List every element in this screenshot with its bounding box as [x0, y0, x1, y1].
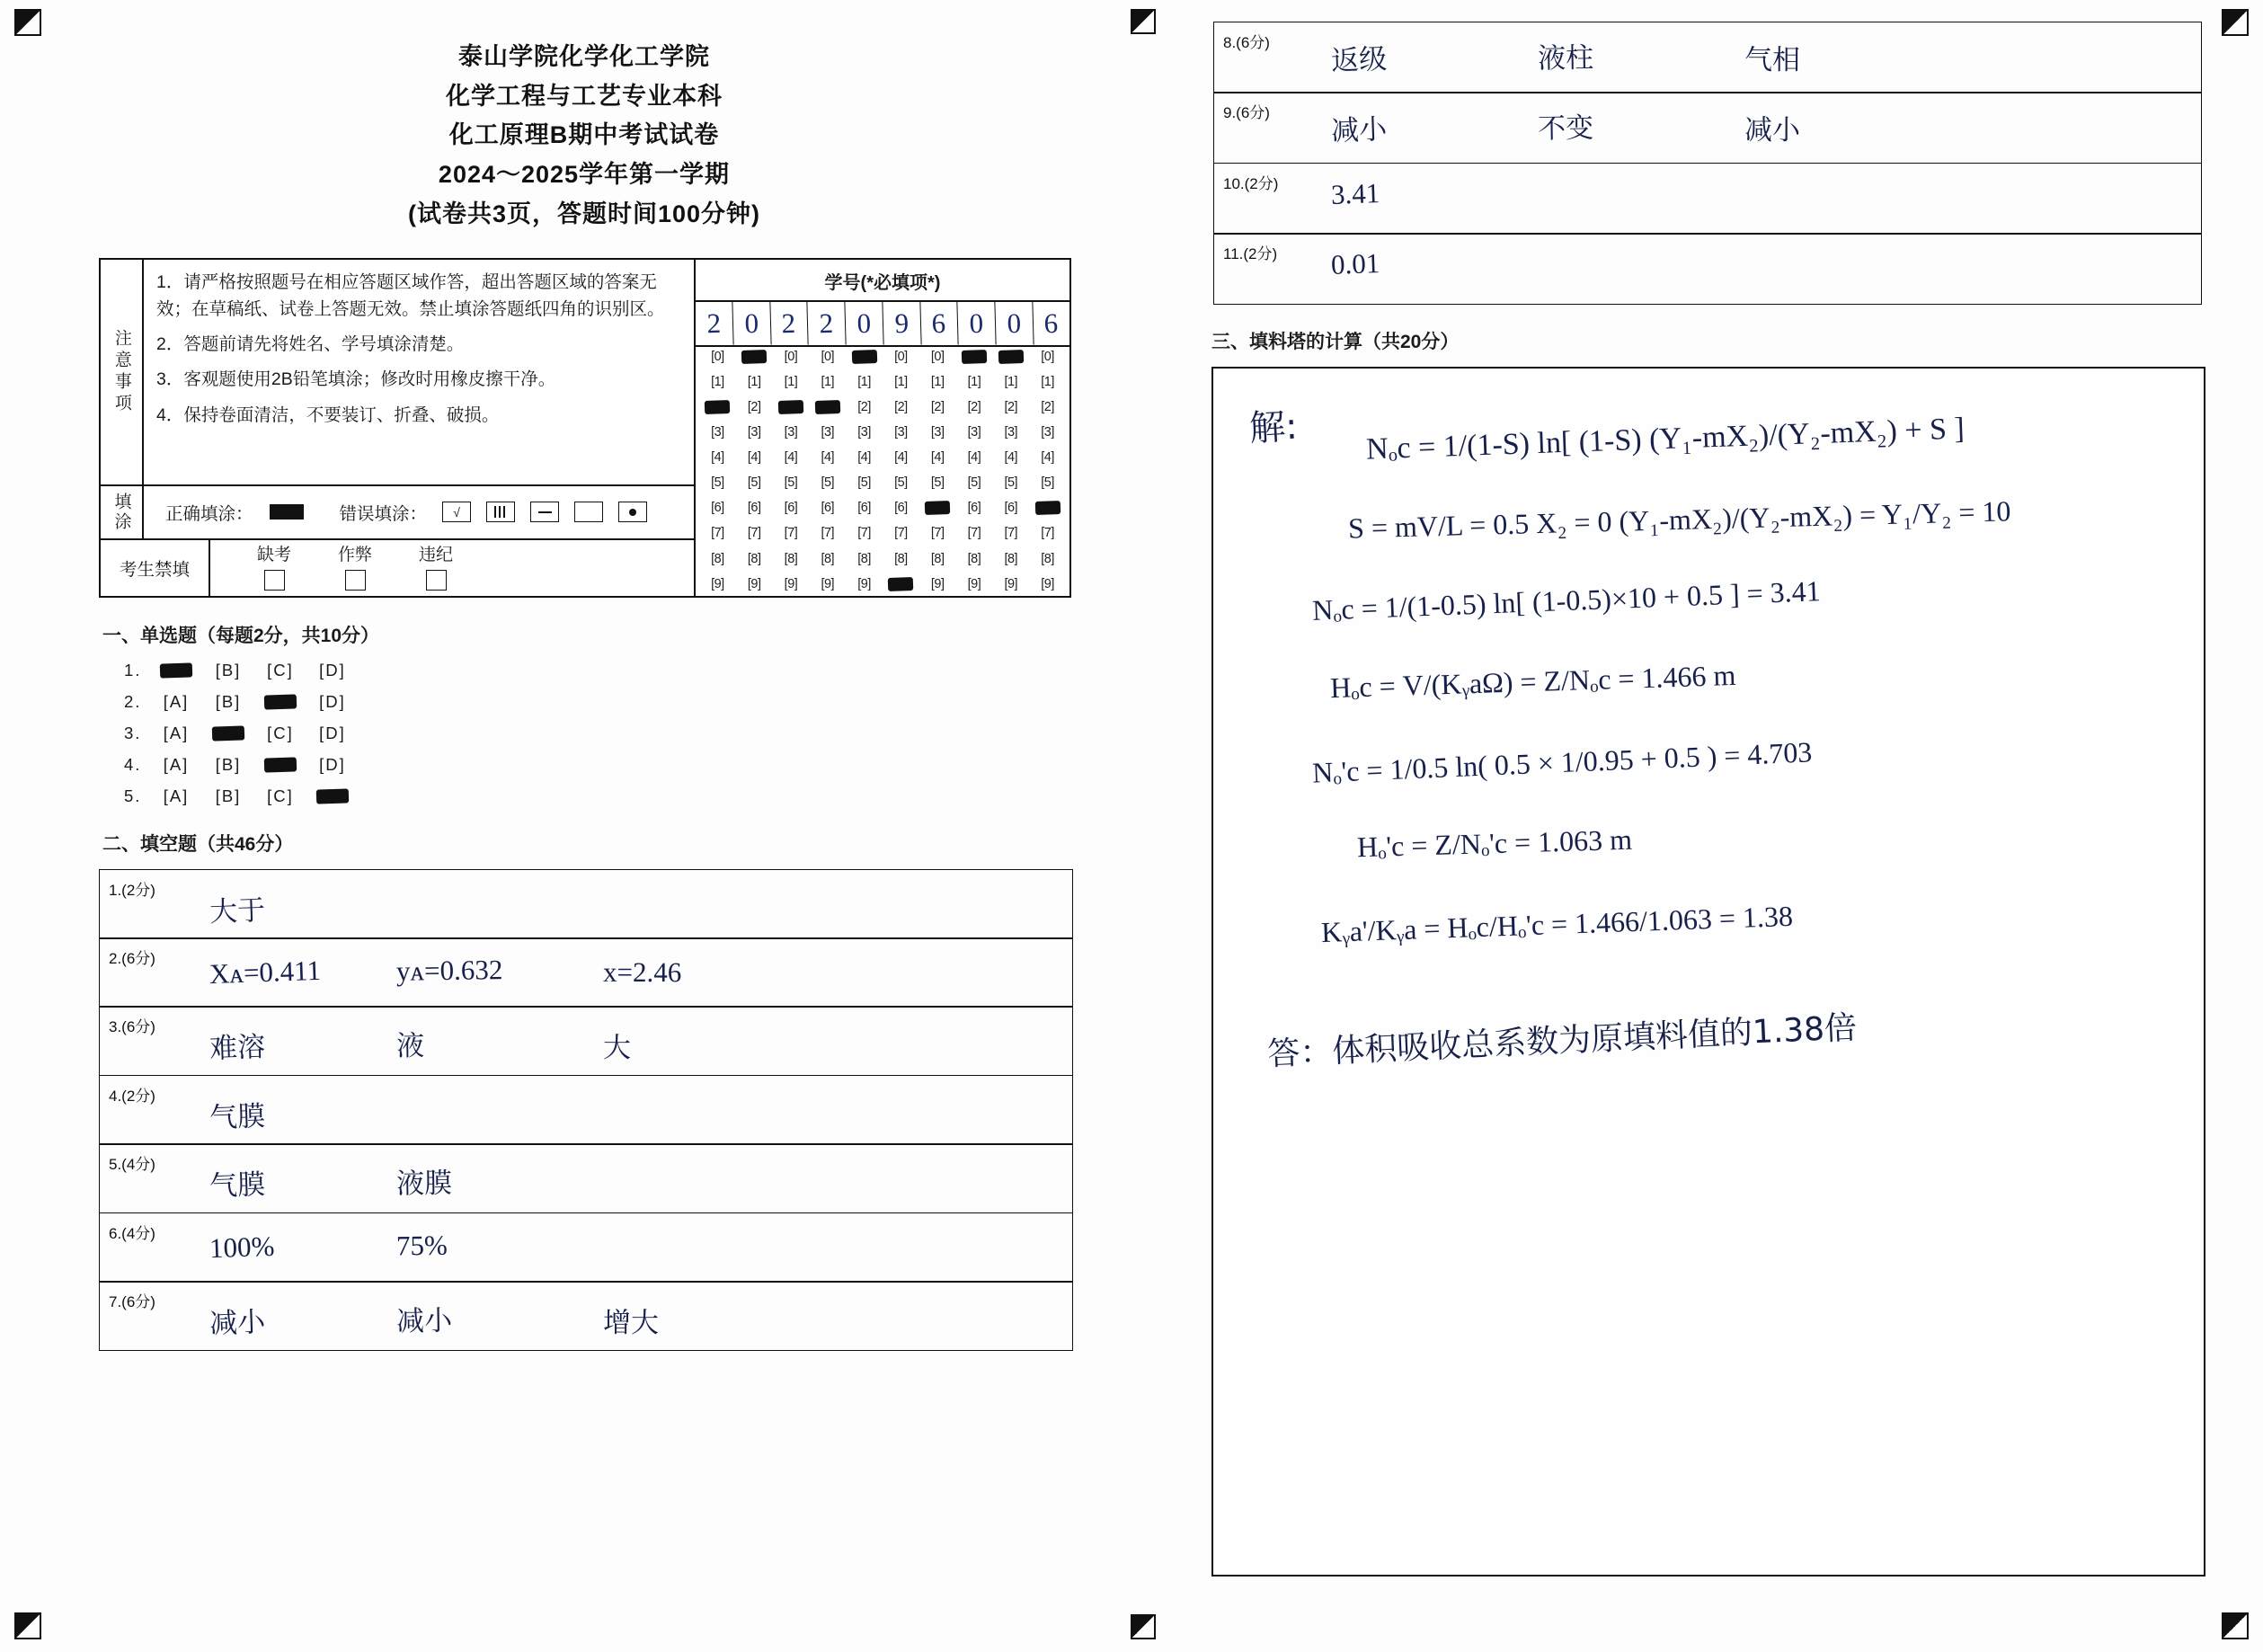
student-id-bubble[interactable]: [8] — [857, 551, 871, 566]
student-id-bubble[interactable]: [3] — [747, 425, 761, 440]
blank-question-tag: 6.(4分) — [109, 1224, 155, 1242]
student-id-bubble-row — [699, 526, 1066, 540]
handwritten-work-line: Hₒ'с = Z/Nₒ'с = 1.063 m — [1356, 822, 1633, 863]
student-id-bubble[interactable]: [5] — [1041, 475, 1054, 491]
choice-bubble-c[interactable]: [C] — [267, 723, 294, 742]
handwritten-answer: yᴀ=0.632 — [395, 954, 503, 988]
handwritten-answer: 不变 — [1537, 111, 1594, 146]
right-page-column — [1204, 18, 2229, 1636]
student-id-bubble[interactable] — [736, 350, 773, 364]
forbidden-option-absent-checkbox[interactable] — [264, 570, 285, 591]
notice-column — [101, 260, 696, 596]
student-id-bubble[interactable]: [4] — [930, 450, 945, 466]
student-id-bubble[interactable]: [8] — [1041, 551, 1054, 566]
registration-mark-top-middle — [1131, 9, 1156, 34]
student-id-bubble[interactable]: [4] — [967, 450, 981, 466]
forbidden-option-cheat-label: 作弊 — [338, 546, 373, 565]
handwritten-work-line: Hₒс = V/(KᵧaΩ) = Z/Nₒс = 1.466 m — [1329, 658, 1736, 704]
handwritten-work-line: 答：体积吸收总系数为原填料值的1.38倍 — [1266, 1008, 1858, 1073]
student-id-bubble[interactable] — [809, 400, 846, 414]
blank-question-tag: 7.(6分) — [109, 1293, 155, 1311]
left-page-column — [54, 18, 1114, 1636]
notice-item-2: 2．答题前请先将姓名、学号填涂清楚。 — [156, 334, 465, 355]
choice-bubble-b[interactable]: [B] — [215, 691, 242, 711]
student-id-bubble[interactable]: [3] — [711, 425, 724, 440]
registration-mark-bottom-middle — [1131, 1614, 1156, 1639]
student-id-digit: 9 — [883, 301, 921, 345]
student-id-bubble[interactable]: [2] — [747, 399, 761, 414]
section-three-heading: 三、填料塔的计算（共20分） — [1211, 331, 1460, 352]
handwritten-answer: 气相 — [1744, 43, 1801, 77]
student-id-bubble[interactable]: [2] — [930, 399, 945, 414]
student-id-bubble[interactable]: [0] — [711, 349, 724, 364]
fill-in-blank-row[interactable] — [1213, 92, 2202, 164]
student-id-digit: 0 — [995, 301, 1034, 345]
fill-in-blank-row[interactable] — [99, 1075, 1073, 1145]
wrong-fill-bars-icon — [486, 502, 515, 522]
student-id-bubble[interactable]: [3] — [1041, 425, 1054, 440]
student-id-bubble[interactable]: [6] — [747, 501, 761, 516]
fill-in-blank-list-right[interactable] — [1213, 22, 2202, 305]
student-id-bubble-row — [699, 425, 1066, 440]
choice-bubble-d[interactable]: [D] — [319, 660, 346, 679]
student-id-bubble-row — [699, 350, 1066, 364]
notice-item-3: 3．客观题使用2B铅笔填涂；修改时用橡皮擦干净。 — [156, 369, 556, 390]
student-id-bubble[interactable]: [9] — [857, 576, 871, 591]
question-number: 1. — [124, 660, 142, 679]
student-id-bubble[interactable]: [1] — [894, 374, 908, 389]
student-id-bubble[interactable]: [3] — [784, 425, 798, 440]
multiple-choice-row[interactable] — [124, 692, 1114, 712]
term-name: 2024～2025学年第一学期 — [438, 161, 731, 189]
student-id-bubble[interactable] — [919, 501, 956, 515]
handwritten-answer: 液膜 — [395, 1167, 453, 1201]
student-id-bubble[interactable]: [1] — [967, 374, 981, 389]
choice-bubble-c[interactable]: [C] — [267, 786, 294, 805]
student-id-bubble[interactable]: [6] — [821, 501, 835, 516]
handwritten-answer: 减小 — [209, 1306, 266, 1341]
student-id-bubble[interactable]: [8] — [747, 551, 761, 566]
question-number: 2. — [124, 691, 142, 711]
student-id-digit: 0 — [957, 301, 996, 345]
section-one-heading: 一、单选题（每题2分，共10分） — [102, 625, 380, 646]
student-id-bubble[interactable]: [8] — [894, 551, 908, 566]
student-id-bubble[interactable]: [1] — [1004, 374, 1018, 389]
handwritten-answer: Xᴀ=0.411 — [209, 954, 322, 990]
fill-in-blank-row[interactable] — [99, 869, 1073, 939]
fill-in-blank-row[interactable] — [1213, 22, 2202, 93]
handwritten-work-line: Nₒ'с = 1/0.5 ln( 0.5 × 1/0.95 + 0.5 ) = 4.703 — [1311, 734, 1813, 789]
student-id-bubble[interactable]: [1] — [930, 374, 945, 389]
fill-in-blank-row[interactable] — [1213, 163, 2202, 235]
student-id-bubble[interactable]: [5] — [857, 475, 871, 491]
student-id-bubble[interactable]: [5] — [930, 475, 945, 491]
forbidden-options — [210, 540, 453, 596]
question-number: 4. — [124, 754, 142, 774]
student-id-digit: 2 — [770, 301, 809, 345]
choice-bubble-c[interactable] — [261, 692, 300, 712]
handwritten-answer: 减小 — [395, 1304, 453, 1338]
student-id-bubble[interactable]: [2] — [894, 399, 908, 414]
blank-question-tag: 1.(2分) — [109, 881, 155, 899]
fill-in-blank-row[interactable] — [99, 1212, 1073, 1283]
student-id-bubble[interactable]: [2] — [1041, 399, 1054, 414]
student-id-column — [696, 260, 1069, 596]
handwritten-answer: 液柱 — [1537, 41, 1594, 75]
student-id-bubble[interactable]: [4] — [1004, 450, 1018, 466]
blank-question-tag: 4.(2分) — [109, 1087, 155, 1105]
multiple-choice-row[interactable] — [124, 661, 1114, 680]
fill-in-blank-row[interactable] — [99, 1281, 1073, 1351]
blank-question-tag: 9.(6分) — [1223, 104, 1270, 122]
student-id-bubble[interactable]: [9] — [930, 576, 945, 591]
student-id-bubble[interactable]: [0] — [894, 349, 908, 364]
student-id-bubble[interactable]: [1] — [1041, 374, 1054, 389]
forbidden-option-violation — [419, 545, 453, 591]
handwritten-answer: 0.01 — [1330, 247, 1380, 281]
student-id-bubble[interactable]: [5] — [747, 475, 761, 491]
choice-bubble-b[interactable]: [B] — [215, 754, 242, 774]
student-id-bubble[interactable]: [9] — [967, 576, 981, 591]
handwritten-answer: 减小 — [1330, 113, 1388, 148]
student-id-bubble[interactable]: [6] — [894, 501, 908, 516]
student-id-bubble[interactable]: [7] — [711, 526, 724, 541]
student-id-bubble[interactable]: [1] — [857, 374, 871, 389]
forbidden-option-cheat-checkbox[interactable] — [345, 570, 366, 591]
blank-question-tag: 3.(6分) — [109, 1018, 155, 1036]
student-id-bubble[interactable] — [1029, 501, 1066, 515]
student-id-bubble[interactable]: [6] — [857, 501, 871, 516]
student-id-bubble[interactable]: [7] — [930, 526, 945, 541]
choice-bubble-a[interactable]: [A] — [163, 691, 190, 711]
student-id-bubble[interactable]: [3] — [930, 425, 945, 440]
student-id-bubble[interactable]: [5] — [894, 475, 908, 491]
exam-meta: (试卷共3页，答题时间100分钟) — [407, 200, 761, 227]
student-id-bubble[interactable]: [8] — [821, 551, 835, 566]
wrong-fill-empty-icon — [574, 502, 603, 522]
handwritten-answer: 返级 — [1330, 42, 1388, 78]
blank-question-tag: 2.(6分) — [109, 950, 155, 968]
handwritten-answer: 难溶 — [209, 1031, 266, 1066]
student-id-bubble[interactable]: [5] — [1004, 475, 1018, 491]
student-id-bubble[interactable]: [7] — [747, 526, 761, 541]
choice-bubble-d[interactable]: [D] — [319, 754, 346, 774]
choice-bubble-c[interactable]: [C] — [267, 660, 294, 679]
choice-bubble-a[interactable]: [A] — [163, 723, 190, 742]
multiple-choice-row[interactable] — [124, 724, 1114, 743]
student-id-bubble[interactable]: [9] — [747, 576, 761, 591]
student-id-bubble[interactable]: [0] — [930, 349, 945, 364]
handwritten-answer: 100% — [209, 1230, 275, 1264]
student-id-digits — [696, 302, 1069, 347]
choice-bubble-b[interactable]: [B] — [215, 786, 242, 805]
student-id-bubble[interactable]: [1] — [784, 374, 798, 389]
student-id-bubble[interactable]: [6] — [967, 501, 981, 516]
student-id-bubble[interactable]: [4] — [1041, 450, 1054, 466]
student-id-bubble[interactable] — [883, 577, 919, 591]
student-id-bubble[interactable]: [4] — [711, 450, 724, 466]
blank-question-tag: 8.(6分) — [1223, 34, 1270, 51]
student-id-bubble[interactable]: [4] — [747, 450, 761, 466]
student-id-bubble-row — [699, 552, 1066, 566]
student-id-bubble[interactable]: [4] — [894, 450, 908, 466]
forbidden-option-violation-checkbox[interactable] — [426, 570, 447, 591]
notice-and-id-table — [99, 258, 1071, 598]
student-id-bubble[interactable]: [5] — [784, 475, 798, 491]
fill-in-blank-row[interactable] — [99, 937, 1073, 1008]
notice-item-1: 1．请严格按照题号在相应答题区域作答，超出答题区域的答案无效；在草稿纸、试卷上答题无效。禁止填涂答题纸四角的识别区。 — [156, 271, 665, 319]
student-id-bubble[interactable]: [0] — [1041, 349, 1054, 364]
multiple-choice-row[interactable] — [124, 786, 1114, 806]
student-id-bubble[interactable]: [3] — [967, 425, 981, 440]
student-id-bubble-row — [699, 450, 1066, 465]
student-id-bubble-grid[interactable] — [696, 347, 1069, 596]
student-id-bubble[interactable]: [6] — [1004, 501, 1018, 516]
forbidden-option-absent — [257, 545, 291, 591]
notice-item-4: 4．保持卷面清洁，不要装订、折叠、破损。 — [156, 404, 500, 425]
student-id-bubble[interactable]: [8] — [711, 551, 724, 566]
student-id-bubble[interactable] — [956, 350, 993, 364]
choice-bubble-d[interactable]: [D] — [319, 723, 346, 742]
handwritten-answer: x=2.46 — [602, 955, 682, 989]
forbidden-row — [101, 540, 694, 596]
student-id-bubble[interactable]: [7] — [894, 526, 908, 541]
school-name: 泰山学院化学化工学院 — [458, 43, 710, 70]
fill-in-blank-row[interactable] — [99, 1006, 1073, 1076]
choice-bubble-a[interactable]: [A] — [163, 754, 190, 774]
handwritten-answer: 减小 — [1744, 114, 1801, 147]
handwritten-answer: 液 — [395, 1030, 425, 1063]
student-id-bubble[interactable]: [8] — [930, 551, 945, 566]
handwritten-answer: 3.41 — [1330, 176, 1380, 210]
fill-in-blank-row[interactable] — [99, 1143, 1073, 1213]
student-id-bubble[interactable]: [1] — [711, 374, 724, 389]
student-id-bubble[interactable]: [8] — [967, 551, 981, 566]
exam-title-block — [54, 38, 1114, 235]
student-id-digit: 6 — [920, 301, 959, 345]
student-id-bubble[interactable]: [2] — [857, 399, 871, 414]
correct-fill-mark-icon — [270, 504, 304, 520]
student-id-bubble[interactable] — [773, 400, 810, 414]
student-id-bubble[interactable]: [7] — [784, 526, 798, 541]
student-id-bubble[interactable] — [992, 350, 1029, 364]
student-id-bubble-row — [699, 400, 1066, 414]
solution-label: 解: — [1248, 405, 1299, 449]
registration-mark-top-left — [14, 9, 41, 36]
question-number: 3. — [124, 723, 142, 742]
student-id-bubble-row — [699, 375, 1066, 389]
student-id-bubble[interactable]: [7] — [1041, 526, 1054, 541]
multiple-choice-list[interactable] — [124, 661, 1114, 806]
handwritten-answer: 增大 — [602, 1307, 660, 1340]
choice-bubble-c[interactable] — [261, 755, 300, 775]
student-id-bubble-row — [699, 577, 1066, 591]
student-id-bubble[interactable]: [1] — [821, 374, 835, 389]
student-id-bubble[interactable] — [699, 400, 736, 414]
question-number: 5. — [124, 786, 142, 805]
blank-question-tag: 10.(2分) — [1223, 174, 1279, 192]
student-id-bubble[interactable]: [0] — [784, 349, 798, 364]
handwritten-answer: 大 — [602, 1032, 632, 1065]
student-id-bubble[interactable]: [2] — [967, 399, 981, 414]
section-two-heading: 二、填空题（共46分） — [102, 833, 294, 855]
handwritten-answer: 气膜 — [209, 1099, 266, 1134]
choice-bubble-a[interactable] — [156, 661, 196, 680]
student-id-bubble[interactable]: [9] — [821, 576, 835, 591]
fill-example-row — [101, 486, 694, 540]
student-id-bubble[interactable]: [4] — [784, 450, 798, 466]
student-id-bubble[interactable]: [4] — [821, 450, 835, 466]
student-id-bubble[interactable]: [3] — [1004, 425, 1018, 440]
student-id-bubble[interactable]: [5] — [821, 475, 835, 491]
student-id-bubble[interactable]: [8] — [1004, 551, 1018, 566]
student-id-bubble[interactable]: [7] — [1004, 526, 1018, 541]
student-id-bubble[interactable]: [9] — [784, 576, 798, 591]
student-id-digit: 6 — [1043, 306, 1059, 339]
student-id-digit: 0 — [732, 301, 771, 345]
wrong-fill-check-icon: √ — [442, 502, 471, 522]
fill-in-blank-row[interactable] — [1213, 233, 2202, 305]
student-id-bubble[interactable]: [7] — [821, 526, 835, 541]
handwritten-answer: 75% — [395, 1229, 448, 1262]
student-id-bubble[interactable]: [8] — [784, 551, 798, 566]
handwritten-work-line: Kᵧa'/Kᵧa = Hₒс/Hₒ'с = 1.466/1.063 = 1.38 — [1320, 899, 1794, 948]
student-id-bubble[interactable]: [7] — [857, 526, 871, 541]
student-id-bubble[interactable]: [1] — [747, 374, 761, 389]
student-id-bubble[interactable]: [6] — [784, 501, 798, 516]
student-id-bubble[interactable]: [6] — [711, 501, 724, 516]
exam-name: 化工原理B期中考试试卷 — [448, 121, 720, 149]
fill-label: 填涂 — [101, 486, 144, 538]
forbidden-option-violation-label: 违纪 — [419, 546, 454, 565]
student-id-bubble[interactable]: [5] — [967, 475, 981, 491]
choice-bubble-a[interactable]: [A] — [163, 786, 190, 805]
handwritten-answer: 大于 — [209, 893, 266, 928]
forbidden-option-absent-label: 缺考 — [257, 546, 292, 565]
student-id-bubble[interactable]: [3] — [857, 425, 871, 440]
student-id-digit: 0 — [845, 301, 883, 345]
student-id-bubble[interactable]: [7] — [967, 526, 981, 541]
student-id-bubble[interactable]: [9] — [1004, 576, 1018, 591]
choice-bubble-d[interactable]: [D] — [319, 691, 346, 711]
student-id-title: 学号(*必填项*) — [696, 260, 1069, 302]
handwritten-work-line: Nₒс = 1/(1-0.5) ln[ (1-0.5)×10 + 0.5 ] = 3.41 — [1311, 573, 1822, 626]
major-name: 化学工程与工艺专业本科 — [446, 82, 723, 110]
blank-question-tag: 11.(2分) — [1223, 245, 1278, 263]
wrong-fill-dot-icon — [618, 502, 647, 522]
student-id-bubble[interactable]: [3] — [821, 425, 835, 440]
student-id-digit: 2 — [807, 301, 846, 345]
multiple-choice-row[interactable] — [124, 755, 1114, 775]
student-id-bubble[interactable]: [4] — [857, 450, 871, 466]
forbidden-label: 考生禁填 — [101, 540, 210, 596]
student-id-bubble[interactable]: [3] — [894, 425, 908, 440]
fill-body — [144, 486, 647, 538]
choice-bubble-d[interactable] — [313, 786, 352, 806]
correct-fill-label: 正确填涂： — [165, 503, 253, 524]
wrong-fill-label: 错误填涂： — [339, 503, 428, 524]
student-id-bubble[interactable]: [9] — [711, 576, 724, 591]
handwritten-work-line: Nₒс = 1/(1-S) ln[ (1-S) (Y₁-mX₂)/(Y₂-mX₂) + S ] — [1365, 412, 1966, 466]
student-id-bubble-row — [699, 501, 1066, 515]
student-id-bubble[interactable] — [846, 350, 883, 364]
student-id-bubble[interactable]: [2] — [1004, 399, 1018, 414]
student-id-bubble[interactable]: [9] — [1041, 576, 1054, 591]
blank-question-tag: 5.(4分) — [109, 1156, 155, 1174]
fill-in-blank-list-left[interactable] — [99, 869, 1073, 1351]
student-id-bubble[interactable]: [5] — [711, 475, 724, 491]
wrong-fill-dash-icon — [530, 502, 559, 522]
handwritten-work-line: S = mV/L = 0.5 X₂ = 0 (Y₁-mX₂)/(Y₂-mX₂) = Y₁/Y₂ = 10 — [1347, 493, 2011, 545]
student-id-bubble-row — [699, 475, 1066, 490]
calculation-answer-box[interactable] — [1211, 367, 2205, 1577]
choice-bubble-b[interactable] — [209, 724, 248, 743]
notice-label: 注意事项 — [101, 260, 144, 484]
student-id-bubble[interactable]: [0] — [821, 349, 835, 364]
registration-mark-bottom-left — [14, 1612, 41, 1639]
handwritten-answer: 气膜 — [209, 1168, 266, 1203]
notice-items — [144, 260, 694, 484]
student-id-digit: 2 — [695, 301, 733, 345]
choice-bubble-b[interactable]: [B] — [215, 660, 242, 679]
notice-block — [101, 260, 694, 486]
forbidden-option-cheat — [338, 545, 372, 591]
